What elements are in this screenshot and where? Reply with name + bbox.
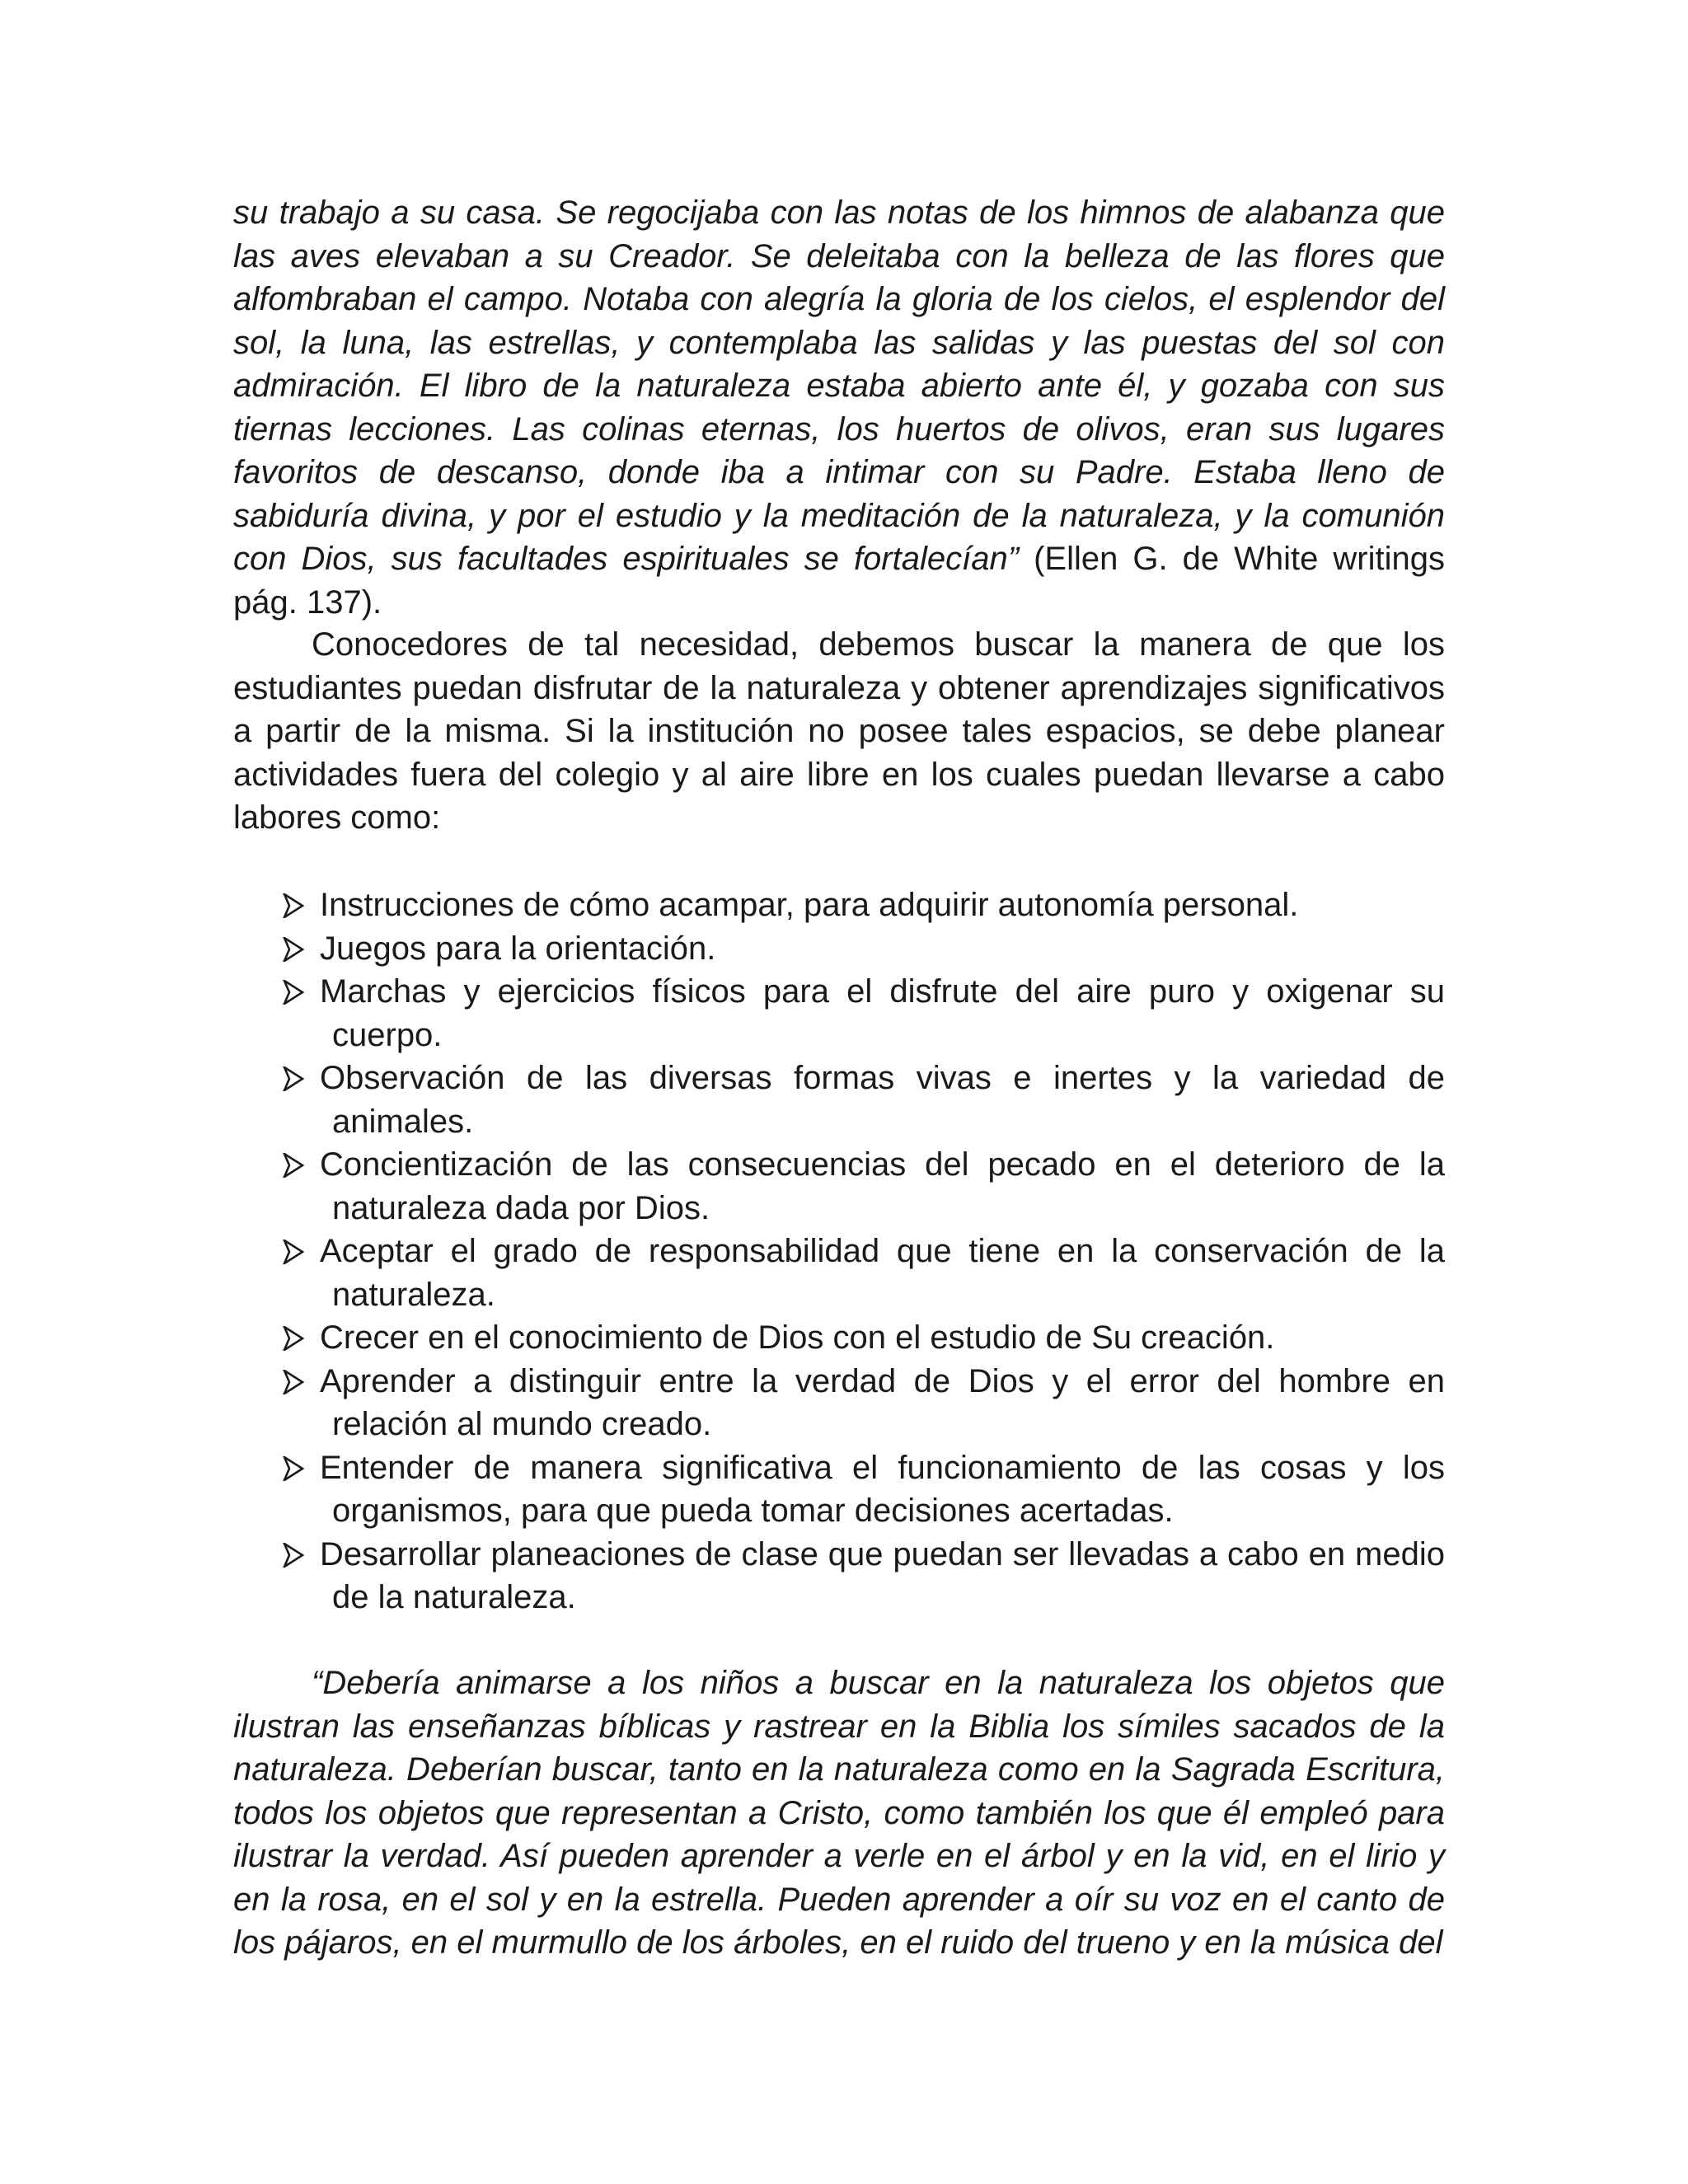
list-item-text-continued: de la naturaleza.: [332, 1579, 576, 1615]
list-item-text: Aprender a distinguir entre la verdad de Dios y el error del hombre en: [320, 1362, 1445, 1399]
list-item-text: Juegos para la orientación.: [320, 930, 716, 967]
list-item-text: Concientización de las consecuencias del pecado en el deterioro de la: [320, 1146, 1445, 1183]
list-item-text-continued: cuerpo.: [332, 1016, 443, 1053]
arrowhead-bullet-icon: [283, 927, 312, 970]
arrowhead-bullet-icon: [283, 1533, 312, 1576]
quote-paragraph-continued: [233, 191, 1445, 624]
arrowhead-bullet-icon: [283, 1057, 312, 1099]
list-item-text: Observación de las diversas formas vivas e inertes y la variedad de: [320, 1060, 1445, 1096]
activities-list: [283, 883, 1445, 1619]
list-item-text: Instrucciones de cómo acampar, para adquirir autonomía personal.: [320, 887, 1299, 923]
list-item: [283, 1057, 1445, 1143]
arrowhead-bullet-icon: [283, 1230, 312, 1272]
list-item-text: Desarrollar planeaciones de clase que puedan ser llevadas a cabo en medio: [320, 1535, 1445, 1572]
list-item: [283, 1316, 1445, 1360]
body-paragraph: Conocedores de tal necesidad, debemos buscar la manera de que los estudiantes puedan disfrutar de la naturaleza y obtener aprendizajes significativos a partir de la misma. Si la institución no posee tales espacios, se debe planear actividades fuera del colegio y al aire libre en los cuales puedan llevarse a cabo labores como:: [233, 626, 1445, 836]
list-item: [283, 1230, 1445, 1316]
list-item: [283, 1446, 1445, 1533]
quote-italic-text: su trabajo a su casa. Se regocijaba con las notas de los himnos de alabanza que las aves elevaban a su Creador. Se deleitaba con la belleza de las flores que alfombraban el campo. Notaba con alegría la gloria de los cielos, el esplendor del sol, la luna, las estrellas, y contemplaba las salidas y las puestas del sol con admiración. El libro de la naturaleza estaba abierto ante él, y gozaba con sus tiernas lecciones. Las colinas eternas, los huertos de olivos, eran sus lugares favoritos de descanso, donde iba a intimar con su Padre. Estaba lleno de sabiduría divina, y por el estudio y la meditación de la naturaleza, y la comunión con Dios, sus facultades espirituales se fortalecían”: [233, 194, 1445, 577]
quote-paragraph: “Debería animarse a los niños a buscar en la naturaleza los objetos que ilustran las enseñanzas bíblicas y rastrear en la Biblia los símiles sacados de la naturaleza. Deberían buscar, tanto en la naturaleza como en la Sagrada Escritura, todos los objetos que representan a Cristo, como también los que él empleó para ilustrar la verdad. Así pueden aprender a verle en el árbol y en la vid, en el lirio y en la rosa, en el sol y en la estrella. Pueden aprender a oír su voz en el canto de los pájaros, en el murmullo de los árboles, en el ruido del trueno y en la música del: [233, 1665, 1445, 1961]
list-item: [283, 927, 1445, 971]
quote-citation: (Ellen G. de White writings pág. 137).: [233, 541, 1445, 621]
list-item-text: Aceptar el grado de responsabilidad que tiene en la conservación de la: [320, 1233, 1445, 1269]
arrowhead-bullet-icon: [283, 1360, 312, 1403]
arrowhead-bullet-icon: [283, 883, 312, 926]
list-item-text-continued: animales.: [332, 1103, 474, 1140]
list-item-text-continued: organismos, para que pueda tomar decisiones acertadas.: [332, 1493, 1174, 1529]
list-item-text: Marchas y ejercicios físicos para el disfrute del aire puro y oxigenar su: [320, 973, 1445, 1010]
list-item: [283, 1143, 1445, 1230]
list-item: [283, 883, 1445, 927]
list-item-text-continued: naturaleza dada por Dios.: [332, 1189, 710, 1226]
list-item-text-continued: naturaleza.: [332, 1276, 495, 1313]
arrowhead-bullet-icon: [283, 1446, 312, 1489]
arrowhead-bullet-icon: [283, 970, 312, 1013]
list-item-text: Entender de manera significativa el funcionamiento de las cosas y los: [320, 1449, 1445, 1486]
list-item-text: Crecer en el conocimiento de Dios con el estudio de Su creación.: [320, 1319, 1275, 1356]
list-item: [283, 1360, 1445, 1446]
list-item: [283, 970, 1445, 1057]
list-item-text-continued: relación al mundo creado.: [332, 1406, 712, 1442]
arrowhead-bullet-icon: [283, 1143, 312, 1186]
list-item: [283, 1533, 1445, 1619]
arrowhead-bullet-icon: [283, 1316, 312, 1359]
